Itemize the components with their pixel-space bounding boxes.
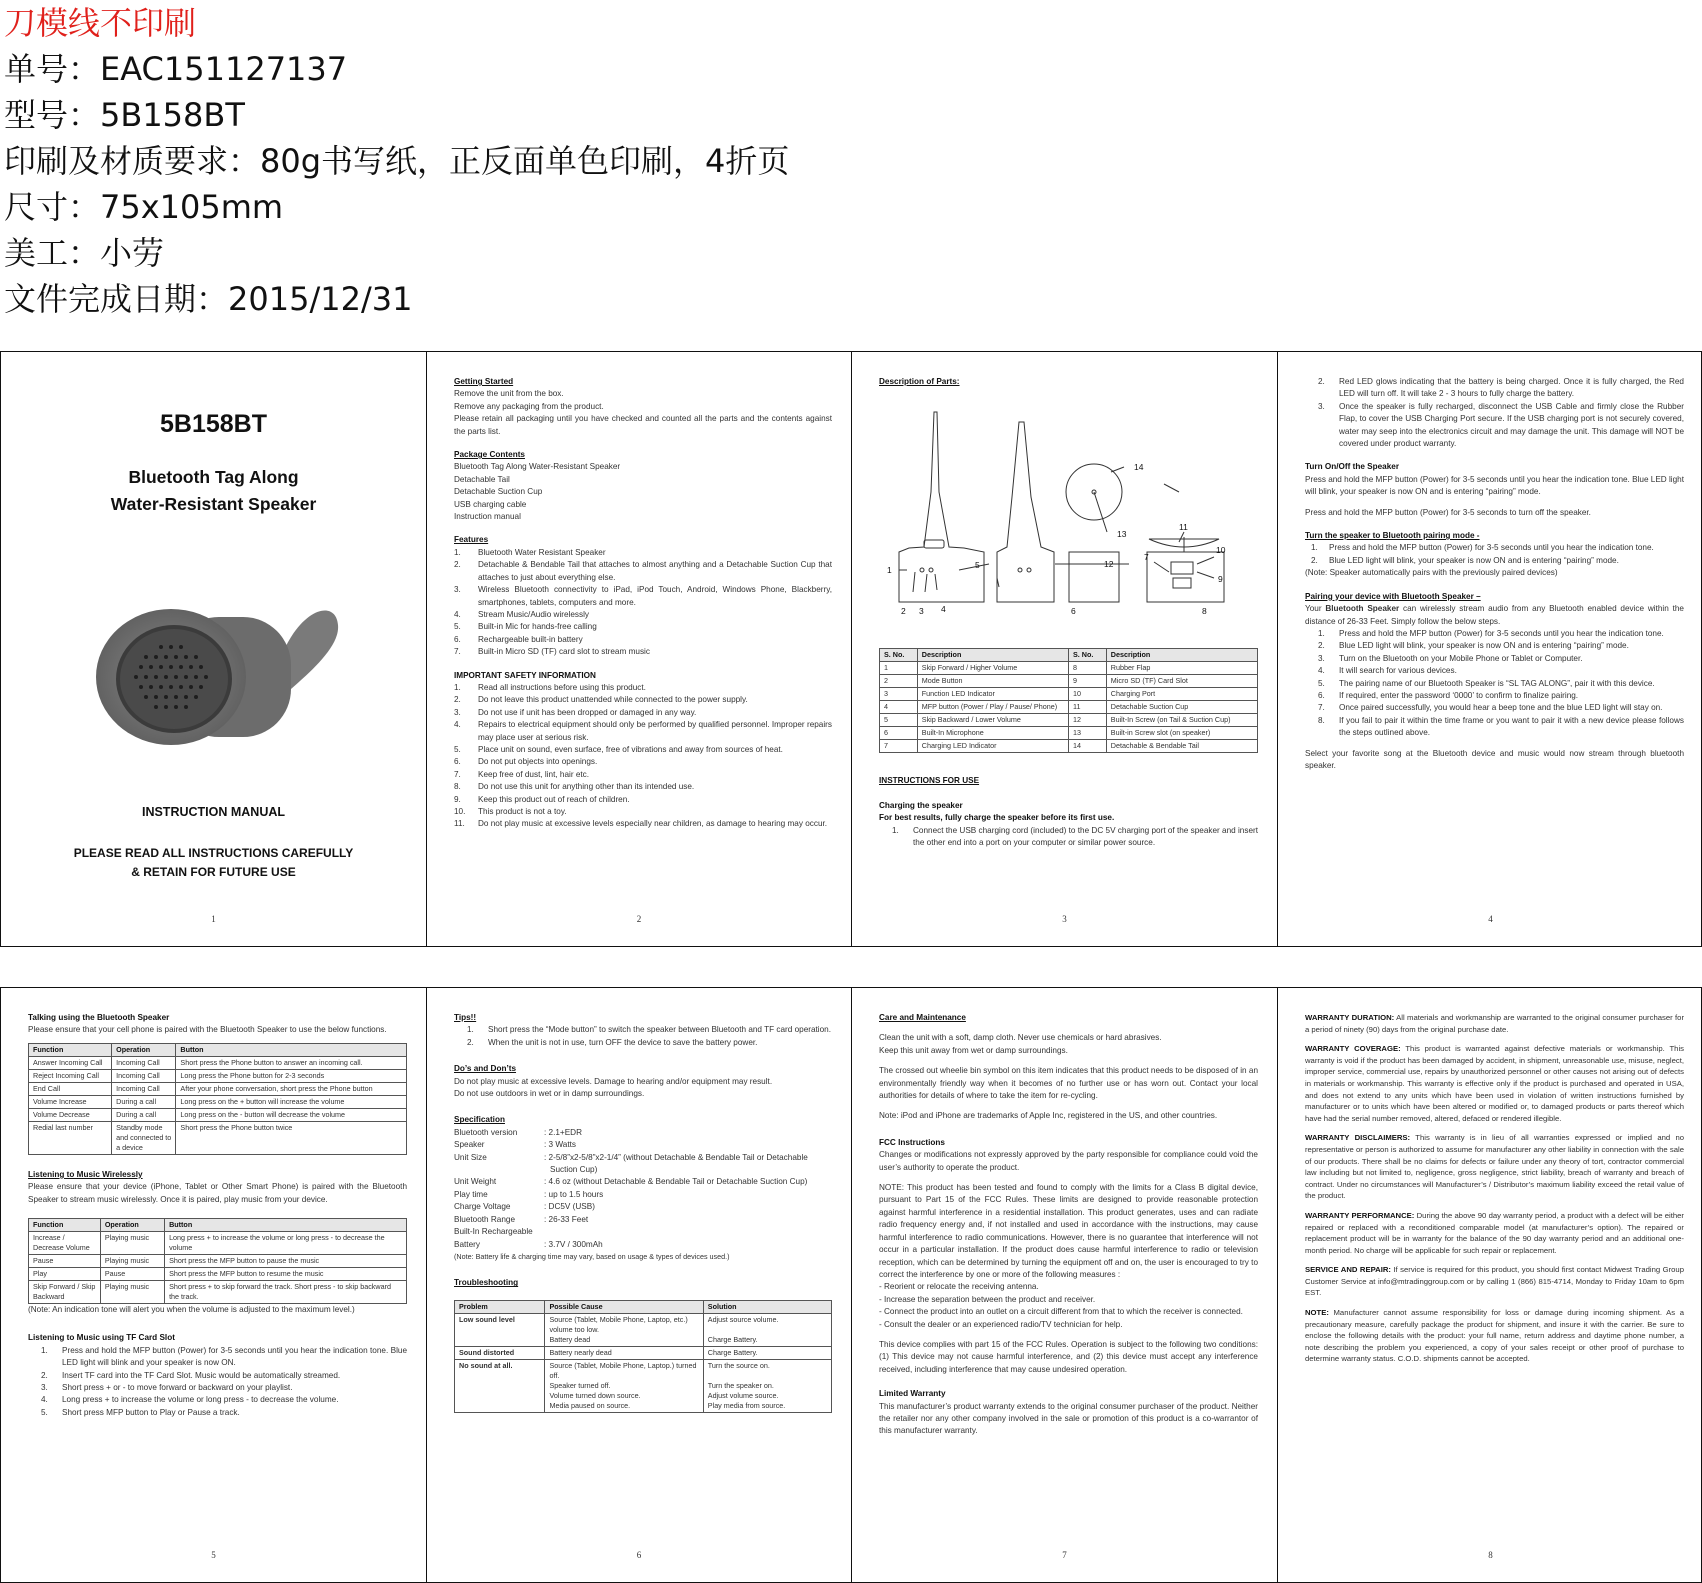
select-song-text: Select your favorite song at the Bluetooth device and music would now stream through bluetooth speaker. [1305,748,1684,770]
page-number: 3 [1062,914,1067,924]
pairing-intro: Your Bluetooth Speaker can wirelessly stream audio from any Bluetooth enabled device within the distance of 26-33 Feet. Simply follow the below steps. [1305,604,1684,626]
sheet-back [0,987,1702,1583]
battery-note: (Note: Battery life & charging time may vary, based on usage & types of devices used.) [454,1251,730,1261]
dos-donts-line: Do not play music at excessive levels. Damage to hearing and/or equipment may result. [454,1076,773,1086]
music-wireless-heading: Listening to Music Wirelessly [28,1169,143,1179]
package-item: USB charging cable [454,499,527,509]
talking-intro: Please ensure that your cell phone is paired with the Bluetooth Speaker to use the below functions. [28,1025,387,1035]
table-row: 5 Skip Backward / Lower Volume 12 Built-In Screw (on Tail & Suction Cup) [880,714,1258,727]
care-text: Keep this unit away from wet or damp surroundings. [879,1045,1068,1055]
page-number: 1 [211,914,216,924]
getting-started-line: Please retain all packaging until you have checked and counted all the parts and the contents against the parts list. [454,414,832,436]
list-item: 6. Rechargeable built-in battery [454,634,583,644]
cover-subtitle-2: Water-Resistant Speaker [110,494,317,514]
list-item: 2. Detachable & Bendable Tail that attaches to almost anything and a Detachable Suction Cup that attaches to just about everything else. [454,560,832,582]
list-item: 3. Once the speaker is fully recharged, disconnect the USB Cable and firmly close the Rubber Flap, to cover the USB Charging Port secure. If the USB charging port is not securely covered, water may seep into the electronics circuit and may damage the unit. This damage will NOT be covered under product warranty. [1318,401,1684,449]
features-list [454,547,832,659]
list-item: 6. If required, enter the password ‘0000’ to confirm to finalize pairing. [1318,690,1579,700]
page-number: 6 [636,1550,642,1560]
table-header: Button [165,1219,407,1232]
part-label: 5 [975,560,980,571]
troubleshooting-heading: Troubleshooting [454,1278,519,1288]
list-item: 4. Stream Music/Audio wirelessly [454,609,590,619]
getting-started-line: Remove any packaging from the product. [454,401,604,411]
spec-row: Bluetooth version : 2.1+EDR [454,1127,582,1137]
service-repair: SERVICE AND REPAIR: If service is required for this product, you should first contact Midwest Trading Group Customer Service at info@mtradinggroup.com or by calling 1 (866) 815-4714, Monday to Friday 10am to 6pm EST. [1305,1265,1684,1298]
list-item: 1. Short press the “Mode button” to switch the speaker between Bluetooth and TF card operation. [467,1025,832,1035]
table-header: Button [176,1043,407,1056]
cover-model: 5B158BT [160,410,267,438]
tf-card-heading: Listening to Music using TF Card Slot [28,1333,175,1343]
part-label: 14 [1134,462,1144,473]
list-item: 8. Do not use this unit for anything other than its intended use. [454,782,695,792]
tips-list [454,1024,832,1049]
list-item: 2. Insert TF card into the TF Card Slot. Music would be automatically streamed. [41,1370,341,1380]
list-item: 8. If you fail to pair it within the time frame or you want to pair it with a new device please follows the steps outlined above. [1318,715,1684,738]
table-row: End Call Incoming Call After your phone conversation, short press the Phone button [29,1082,407,1095]
spec-row: Play time : up to 1.5 hours [454,1189,604,1199]
part-label: 11 [1179,522,1188,533]
package-item: Detachable Suction Cup [454,487,543,497]
talking-heading: Talking using the Bluetooth Speaker [28,1013,170,1022]
table-row: Skip Forward / Skip Backward Playing music Short press + to skip forward the track. Short press - to skip backward the track. [29,1281,407,1304]
part-label: 12 [1104,559,1114,570]
panel-7 [851,988,1277,1582]
getting-started-heading: Getting Started [454,377,514,386]
page-number: 7 [1062,1550,1067,1560]
table-header: Operation [100,1219,164,1232]
charging-best: For best results, fully charge the speaker before its first use. [879,813,1115,823]
dos-donts-line: Do not use outdoors in wet or in damp surroundings. [454,1089,645,1099]
list-item: 10. This product is not a toy. [454,807,567,816]
table-row: Volume Decrease During a call Long press on the - button will decrease the volume [29,1108,407,1121]
volume-note: (Note: An indication tone will alert you when the volume is adjusted to the maximum level.) [28,1305,355,1315]
table-header: S. No. [1068,649,1106,662]
part-label: 7 [1144,552,1149,563]
list-item: 1. Press and hold the MFP button (Power) for 3-5 seconds until you hear the indication tone. Blue LED light will blink and your speaker is now ON. [41,1345,407,1368]
table-row: 7 Charging LED Indicator 14 Detachable & Bendable Tail [880,740,1258,753]
pairing-steps [1305,628,1684,740]
please-read-line-1: PLEASE READ ALL INSTRUCTIONS CAREFULLY [73,846,354,860]
list-item: 4. Repairs to electrical equipment should only be performed by qualified personnel. Improper repairs may place user at serious risk. [454,720,832,742]
panel-5 [1,988,426,1582]
spec-row: Built-In Rechargeable [454,1227,533,1237]
tf-card-list [28,1345,407,1419]
warranty-disclaimers: WARRANTY DISCLAIMERS: This warranty is in lieu of all warranties expressed or implied and no representative or person is authorized to assume for manufacturer any other liability in connection with the sale of our products. There shall be no claims for defects or failure under any theory of tort, contractor commercial law including but not limited to, negligence, gross negligence, strict liability, breach of warranty and breach of contract. Under no circumstances will Manufacturer’s / Distributor’s maximum liability exceed the retail value of the product. [1305,1133,1685,1201]
print-spec-header [4,0,789,322]
music-wireless-intro: Please ensure that your device (iPhone, Tablet or Other Smart Phone) is paired with the Bluetooth Speaker to stream music wirelessly. Once it is paired, play music from your device. [28,1182,407,1204]
call-functions-table [28,1043,407,1155]
size-spec: 尺寸：75x105mm [4,188,284,226]
fcc-measure: - Connect the product into an outlet on a circuit different from that to which the receiver is connected. [879,1307,1243,1317]
page-number: 5 [211,1550,216,1560]
part-label: 4 [941,604,946,615]
order-number: 单号：EAC151127137 [4,50,348,88]
table-header: Problem [455,1300,545,1313]
care-text: Clean the unit with a soft, damp cloth. Never use chemicals or hard abrasives. [879,1033,1162,1043]
cover-subtitle-1: Bluetooth Tag Along [128,467,299,487]
list-item: 1. Read all instructions before using this product. [454,682,646,692]
list-item: 9. Keep this product out of reach of children. [454,794,630,804]
limited-warranty-heading: Limited Warranty [879,1389,946,1399]
fcc-text: Changes or modifications not expressly approved by the party responsible for compliance could void the user’s authority to operate the product. [879,1150,1258,1172]
table-header: Solution [703,1300,831,1313]
please-read-line-2: & RETAIN FOR FUTURE USE [131,865,296,879]
recycling-text: The crossed out wheelie bin symbol on this item indicates that this product needs to be disposed of in an environmentally friendly way when it becomes of no further use or has worn out. Contact your local authorities for details of where to take the item for re-cycling. [879,1066,1258,1101]
troubleshooting-table [454,1300,832,1413]
table-row: 4 MFP button (Power / Play / Pause/ Phone) 11 Detachable Suction Cup [880,701,1258,714]
list-item: 4. Long press + to increase the volume or long press - to decrease the volume. [41,1395,339,1405]
list-item: 5. Built-in Mic for hands-free calling [454,622,597,632]
table-header: Function [29,1219,101,1232]
sheet-front [0,351,1702,947]
pairing-mode-heading: Turn the speaker to Bluetooth pairing mode - [1305,531,1480,541]
tips-heading: Tips!! [454,1013,477,1022]
part-label: 13 [1117,529,1127,540]
table-header: S. No. [880,649,918,662]
part-label: 2 [901,606,906,617]
speaker-product-photo [76,577,351,762]
parts-heading: Description of Parts: [879,377,960,386]
table-row: Sound distorted Battery nearly dead Charge Battery. [455,1346,832,1359]
spec-row: Speaker : 3 Watts [454,1140,576,1150]
on-off-heading: Turn On/Off the Speaker [1305,462,1400,472]
part-label: 10 [1216,545,1226,556]
table-row: 2 Mode Button 9 Micro SD (TF) Card Slot [880,675,1258,688]
part-label: 6 [1071,606,1076,617]
table-row: Redial last number Standby mode and connected to a device Short press the Phone button twice [29,1121,407,1154]
fcc-heading: FCC Instructions [879,1137,945,1147]
part-label: 3 [919,606,924,617]
table-row: 1 Skip Forward / Higher Volume 8 Rubber Flap [880,662,1258,675]
table-row: Play Pause Short press the MFP button to resume the music [29,1268,407,1281]
panel-3 [851,352,1277,946]
part-label: 9 [1218,574,1223,585]
spec-row: Bluetooth Range : 26-33 Feet [454,1214,589,1224]
print-requirements: 印刷及材质要求：80g书写纸，正反面单色印刷，4折页 [4,142,790,180]
warranty-duration: WARRANTY DURATION: All materials and workmanship are warranted to the original consumer purchaser for a period of ninety (90) days from the original purchase date. [1305,1013,1684,1034]
panel-2 [426,352,851,946]
parts-table [879,648,1258,753]
warranty-coverage: WARRANTY COVERAGE: This product is warranted against defective materials or workmanship. This warranty is void if the product has been damaged by accident, in shipment, unreasonable use, misuse, neglect, improper service, commercial use, repairs by unauthorized personnel or other causes not arising out of defects in materials or workmanship. This warranty is effective only if the product is purchased and operated in USA, and does not extend to any units which have been used in violation of written instructions furnished by manufacturer or to units which have been altered or modified or, to damaged products or parts thereof which have had the serial number removed, altered, defaced or rendered illegible. [1305,1044,1685,1123]
package-item: Bluetooth Tag Along Water-Resistant Speaker [454,462,621,472]
table-row: Reject Incoming Call Incoming Call Long press the Phone button for 2-3 seconds [29,1069,407,1082]
charging-heading: Charging the speaker [879,800,963,810]
panel-8 [1277,988,1702,1582]
list-item: 2. Blue LED light will blink, your speaker is now ON and is entering “pairing” mode. [1318,641,1629,651]
list-item: 6. Do not put objects into openings. [454,757,598,767]
table-row: Pause Playing music Short press the MFP button to pause the music [29,1255,407,1268]
list-item: 4. It will search for various devices. [1318,666,1457,676]
list-item: 3. Turn on the Bluetooth on your Mobile Phone or Tablet or Computer. [1318,653,1583,663]
spec-row: Battery : 3.7V / 300mAh [454,1239,603,1249]
list-item: 1. Bluetooth Water Resistant Speaker [454,547,606,557]
table-header: Operation [112,1043,176,1056]
part-label: 1 [887,565,892,576]
package-item: Detachable Tail [454,474,510,484]
table-header: Function [29,1043,112,1056]
specification-heading: Specification [454,1115,505,1125]
list-item: 3. Wireless Bluetooth connectivity to iPad, iPod Touch, Android, Windows Phone, Blackberry, smartphones, tablets, computers and more. [454,585,832,607]
table-header: Possible Cause [545,1300,703,1313]
turn-on-text: Press and hold the MFP button (Power) for 3-5 seconds until you hear the indication tone. Blue LED light will blink, your speaker is now ON and is entering “pairing” mode. [1305,474,1684,497]
instructions-heading: INSTRUCTIONS FOR USE [879,776,980,786]
specification-list [454,1127,832,1251]
spec-row: Charge Voltage : DC5V (USB) [454,1202,595,1212]
warranty-performance: WARRANTY PERFORMANCE: During the above 90 day warranty period, a product with a defect will be either repaired or replaced with a reconditioned comparable model (at manufacturer’s option). The repaired or replacement product will be in warranty for the balance of the 90 day warranty period and an additional one-month period. No charge will be applicable for such repair or replacement. [1305,1210,1684,1255]
panel-6 [426,988,851,1582]
trademark-note: Note: iPod and iPhone are trademarks of Apple Inc, registered in the US, and other countries. [879,1111,1218,1121]
pairing-device-heading: Pairing your device with Bluetooth Speaker – [1305,591,1481,601]
pairing-mode-list [1305,542,1684,567]
charging-list [879,825,1258,850]
safety-heading: IMPORTANT SAFETY INFORMATION [454,670,596,680]
list-item: 7. Keep free of dust, lint, hair etc. [454,769,590,779]
list-item: 7. Once paired successfully, you would hear a beep tone and the blue LED light will stay on. [1318,703,1663,713]
list-item: 3. Do not use if unit has been dropped or damaged in any way. [454,707,697,717]
list-item: 1. Press and hold the MFP button (Power) for 3-5 seconds until you hear the indication tone. [1318,628,1664,638]
panel-4 [1277,352,1702,946]
package-contents-heading: Package Contents [454,450,525,460]
list-item: 5. The pairing name of our Bluetooth Speaker is “SL TAG ALONG”, pair it with this device. [1318,678,1655,688]
limited-warranty-text: This manufacturer’s product warranty extends to the original consumer purchaser of the product. Neither the retailer nor any other company involved in the sale or promotion of this product is a co-warrantor of this manufacturer warranty. [879,1401,1258,1436]
list-item: 2. Blue LED light will blink, your speaker is now ON and is entering “pairing” mode. [1311,555,1619,565]
spec-row: Unit Size : 2-5/8”x2-5/8”x2-1/4” (without Detachable & Bendable Tail or Detachable Suction Cup) [454,1152,808,1175]
table-row: 6 Built-In Microphone 13 Built-in Screw slot (on speaker) [880,727,1258,740]
list-item: 1. Press and hold the MFP button (Power) for 3-5 seconds until you hear the indication tone. [1311,543,1654,553]
charging-list-cont [1305,376,1684,450]
table-header: Description [1106,649,1257,662]
pairing-note: (Note: Speaker automatically pairs with the previously paired devices) [1305,568,1558,578]
features-heading: Features [454,535,489,545]
list-item: 2. Do not leave this product unattended while connected to the power supply. [454,695,748,705]
list-item: 1. Connect the USB charging cord (included) to the DC 5V charging port of the speaker and insert the other end into a port on your computer or similar power source. [892,825,1258,848]
list-item: 3. Short press + or - to move forward or backward on your playlist. [41,1383,293,1393]
care-heading: Care and Maintenance [879,1013,966,1022]
list-item: 7. Built-in Micro SD (TF) card slot to stream music [454,647,650,657]
completion-date: 文件完成日期：2015/12/31 [4,280,413,318]
table-row: 3 Function LED Indicator 10 Charging Port [880,688,1258,701]
table-row: Volume Increase During a call Long press on the + button will increase the volume [29,1095,407,1108]
list-item: 2. Red LED glows indicating that the battery is being charged. Once it is fully charged, the Red LED will turn off. It will take 2 - 3 hours to fully charge the battery. [1318,377,1684,399]
fcc-text: This device complies with part 15 of the FCC Rules. Operation is subject to the following two conditions: (1) This device may not cause harmful interference, and (2) this device must accept any interference received, including interference that may cause undesired operation. [879,1339,1258,1374]
table-row: Low sound level Source (Tablet, Mobile Phone, Laptop, etc.) volume too low. Battery dead Adjust source volume. Charge Battery. [455,1313,832,1346]
list-item: 11. Do not play music at excessive levels especially near children, as damage to hearing may occur. [454,819,828,829]
getting-started-line: Remove the unit from the box. [454,389,564,399]
package-item: Instruction manual [454,512,521,522]
music-functions-table [28,1218,407,1304]
part-label: 8 [1202,606,1207,617]
panel-1 [1,352,426,946]
fcc-measure: - Consult the dealer or an experienced radio/TV technician for help. [879,1319,1123,1329]
fcc-measure: - Increase the separation between the product and receiver. [879,1294,1096,1304]
no-print-note: 刀模线不印刷 [4,4,197,42]
table-row: No sound at all. Source (Tablet, Mobile Phone, Laptop.) turned off. Speaker turned off. Volume turned down source. Media paused on source. Turn the source on. Turn the speaker on. Adjust volume source. Play media from source. [455,1359,832,1412]
dos-donts-heading: Do’s and Don’ts [454,1064,517,1074]
table-row: Increase / Decrease Volume Playing music Long press + to increase the volume or long press - to decrease the volume [29,1232,407,1255]
list-item: 5. Place unit on sound, even surface, free of vibrations and away from sources of heat. [454,744,783,754]
parts-diagram [879,392,1259,642]
fcc-text: NOTE: This product has been tested and found to comply with the limits for a Class B digital device, pursuant to Part 15 of the FCC Rules. These limits are designed to provide reasonable protection against harmful interference in a residential installation. This product generates, uses and can radiate radio frequency energy and, if not installed and used in accordance with the instructions, may cause harmful interference to radio communications. However, there is no guarantee that interference will not occur in a particular installation. If the product does cause harmful interference to radio or television reception, which can be determined by turning the equipment off and on, the user is encouraged to try to correct the interference by one or more of the following measures : [879,1183,1258,1279]
shipment-note: NOTE: Manufacturer cannot assume responsibility for loss or damage during incoming shipment. As a precautionary measure, carefully package the product for shipment, and insure it with the carrier. Be sure to enclose the following details with the product: your full name, return address and daytime phone number, a note describing the problem you experienced, a copy of your sales receipt or other proof of purchase to determine warranty status. C.O.D. shipments cannot be accepted. [1305,1308,1684,1364]
model-number: 型号：5B158BT [4,96,245,134]
list-item: 2. When the unit is not in use, turn OFF the device to save the battery power. [467,1037,758,1047]
artist: 美工：小劳 [4,234,165,272]
table-row: Answer Incoming Call Incoming Call Short press the Phone button to answer an incoming call. [29,1056,407,1069]
safety-list [454,682,832,831]
page-number: 2 [636,914,642,924]
instruction-manual-label: INSTRUCTION MANUAL [141,805,286,819]
table-header: Description [917,649,1068,662]
turn-off-text: Press and hold the MFP button (Power) for 3-5 seconds to turn off the speaker. [1305,507,1591,517]
fcc-measure: - Reorient or relocate the receiving antenna. [879,1282,1039,1292]
list-item: 5. Short press MFP button to Play or Pause a track. [41,1407,240,1417]
page-number: 8 [1488,1550,1493,1560]
page-number: 4 [1488,914,1493,924]
spec-row: Unit Weight : 4.6 oz (without Detachable & Bendable Tail or Detachable Suction Cup) [454,1177,808,1187]
